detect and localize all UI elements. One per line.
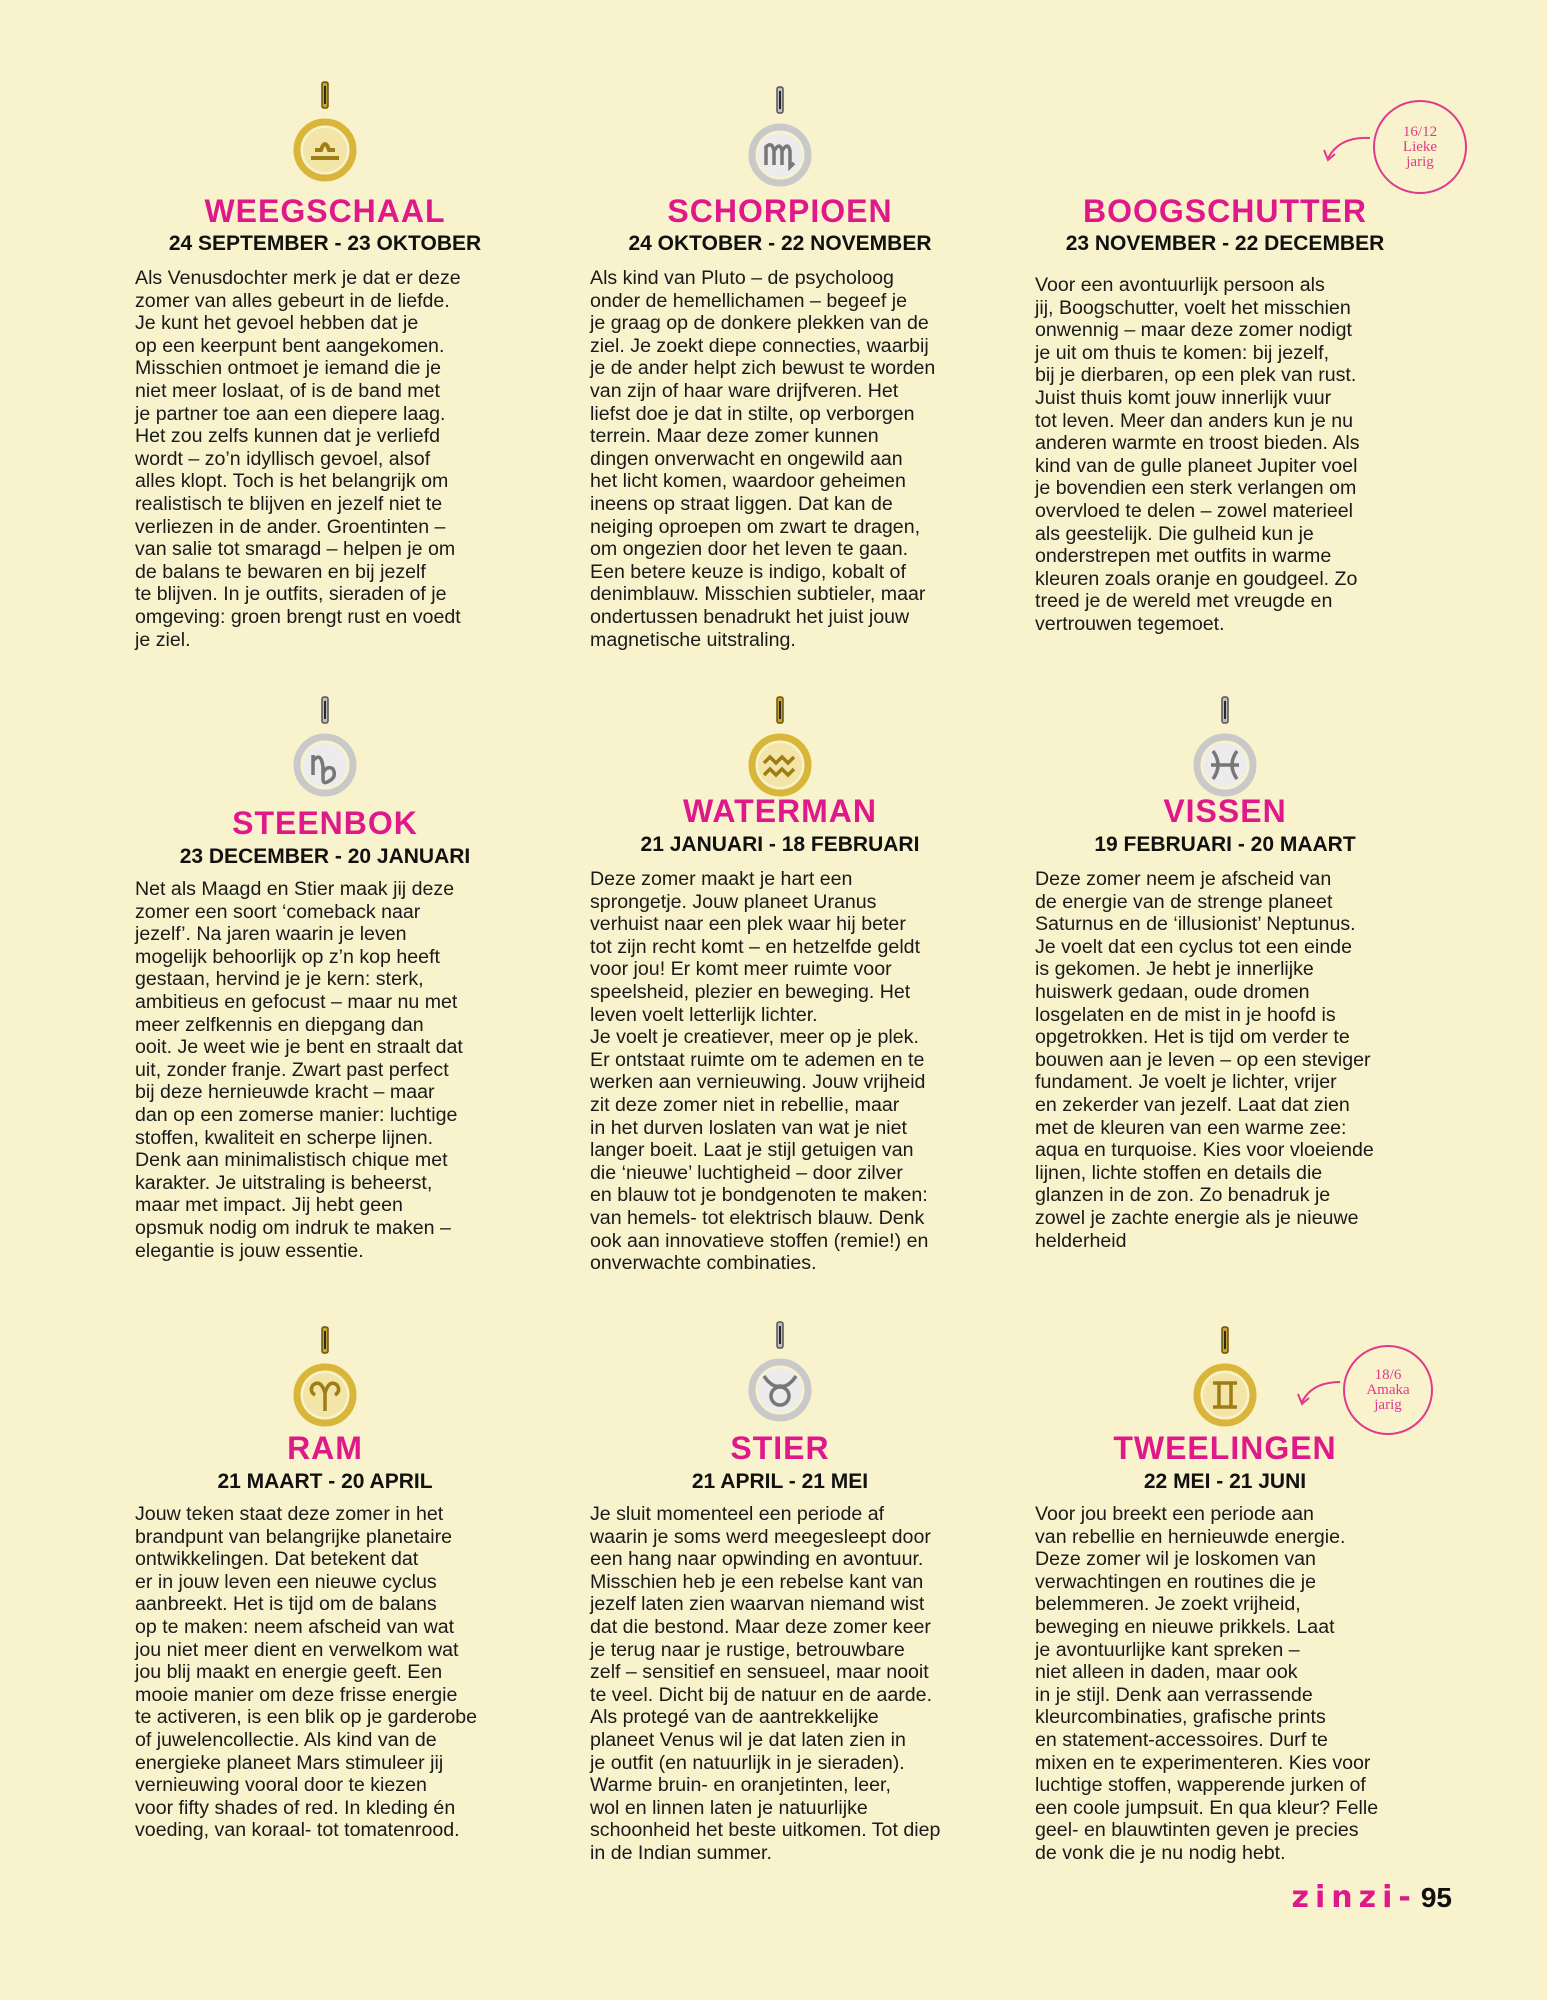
page-footer: [1292, 1880, 1452, 1915]
curved-arrow-icon: [1292, 1378, 1342, 1408]
aries-pendant-icon: [293, 1325, 357, 1435]
taurus-pendant-icon: [748, 1320, 812, 1430]
curved-arrow-icon: [1318, 132, 1372, 164]
sign-name: RAM: [287, 1430, 363, 1466]
sign-stier: [590, 1320, 970, 1864]
page-number: 95: [1420, 1882, 1452, 1913]
sign-text: Als kind van Pluto – de psycholoog onder de hemellichamen – begeef je je graag op de donkere plekken van de ziel. Je zoekt diepe connecties, waarbij je de ander helpt zich bewust te worden van zijn of haar ware drijfveren. Het liefst doe je dat in stilte, op verborgen terrein. Maar deze zomer kunnen dingen onverwacht en ongewild aan het licht komen, waardoor geheimen ineens op straat liggen. Dat kan de neiging oproepen om zwart te dragen, om ongezien door het leven te gaan. Een betere keuze is indigo, kobalt of denimblauw. Misschien subtieler, maar ondertussen benadrukt het juist jouw magnetische uitstraling.: [590, 267, 936, 651]
sign-dates: 21 APRIL - 21 MEI: [691, 1470, 869, 1493]
stamp-date: 16/12: [1402, 123, 1438, 140]
sign-name: TWEELINGEN: [1113, 1430, 1337, 1466]
stamp-label: jarig: [1374, 1396, 1402, 1413]
sign-dates: 23 DECEMBER - 20 JANUARI: [179, 845, 471, 868]
sign-waterman: [590, 695, 970, 1295]
sign-dates: 24 OKTOBER - 22 NOVEMBER: [628, 232, 932, 255]
sign-name: VISSEN: [1163, 793, 1287, 829]
sign-text: Voor jou breekt een periode aan van rebellie en hernieuwde energie. Deze zomer wil je loskomen van verwachtingen en routines die je belemmeren. Je zoekt vrijheid, beweging en nieuwe prikkels. Laat je avontuurlijke kant spreken – niet alleen in daden, maar ook in je stijl. Denk aan verrassende kleurcombinaties, grafische prints en statement-accessoires. Durf te mixen en te experimenteren. Kies voor luchtige stoffen, wapperende jurken of een coole jumpsuit. En qua kleur? Felle geel- en blauwtinten geven je precies de vonk die je nu nodig hebt.: [1035, 1503, 1379, 1864]
sign-dates: 23 NOVEMBER - 22 DECEMBER: [1065, 232, 1385, 255]
sign-schorpioen: [590, 80, 970, 660]
sign-vissen: [1035, 695, 1415, 1275]
sign-name: BOOGSCHUTTER: [1083, 193, 1367, 229]
sign-name: SCHORPIOEN: [667, 193, 893, 229]
birthday-stamp: [1343, 1345, 1433, 1435]
sign-dates: 19 FEBRUARI - 20 MAART: [1094, 833, 1356, 856]
gemini-pendant-icon: [1193, 1325, 1257, 1435]
sign-weegschaal: [135, 80, 515, 660]
stamp-date: 18/6: [1374, 1366, 1402, 1383]
sign-dates: 24 SEPTEMBER - 23 OKTOBER: [168, 232, 482, 255]
sign-text: Voor een avontuurlijk persoon als jij, Boogschutter, voelt het misschien onwennig – maar deze zomer nodigt je uit om thuis te komen: bij jezelf, bij je dierbaren, op een plek van rust. Juist thuis komt jouw innerlijk vuur tot leven. Meer dan anders kun je nu anderen warmte en troost bieden. Als kind van de gulle planeet Jupiter voel je bovendien een sterk verlangen om overvloed te delen – zowel materieel als geestelijk. Die gulheid kun je onderstrepen met outfits in warme kleuren zoals oranje en goudgeel. Zo treed je de wereld met vreugde en vertrouwen tegemoet.: [1035, 274, 1360, 635]
sign-ram: [135, 1325, 515, 1865]
sign-dates: 22 MEI - 21 JUNI: [1143, 1470, 1307, 1493]
pisces-pendant-icon: [1193, 695, 1257, 805]
sign-name: STIER: [730, 1430, 830, 1466]
sign-steenbok: [135, 695, 515, 1275]
stamp-label: jarig: [1406, 153, 1434, 170]
magazine-brand: zinzi-: [1291, 1880, 1417, 1915]
aquarius-pendant-icon: [748, 695, 812, 805]
sign-text: Je sluit momenteel een periode af waarin je soms werd meegesleept door een hang naar opwinding en avontuur. Misschien heb je een rebelse kant van jezelf laten zien waarvan niemand wist dat die bestond. Maar deze zomer keer je terug naar je rustige, betrouwbare zelf – sensitief en sensueel, maar nooit te veel. Dicht bij de natuur en de aarde. Als protegé van de aantrekkelijke planeet Venus wil je dat laten zien in je outfit (en natuurlijk in je sieraden). Warme bruin- en oranjetinten, leer, wol en linnen laten je natuurlijke schoonheid het beste uitkomen. Tot diep in de Indian summer.: [590, 1503, 941, 1864]
stamp-name: Amaka: [1366, 1381, 1410, 1398]
sign-name: WEEGSCHAAL: [204, 193, 446, 229]
sign-dates: 21 JANUARI - 18 FEBRUARI: [640, 833, 920, 856]
sign-text: Deze zomer neem je afscheid van de energie van de strenge planeet Saturnus en de ‘illusionist’ Neptunus. Je voelt dat een cyclus tot een einde is gekomen. Je hebt je innerlijke huiswerk gedaan, oude dromen losgelaten en de mist in je hoofd is opgetrokken. Het is tijd om verder te bouwen aan je leven – op een steviger fundament. Je voelt je lichter, vrijer en zekerder van jezelf. Laat dat zien met de kleuren van een warme zee: aqua en turquoise. Kies voor vloeiende lijnen, lichte stoffen en details die glanzen in de zon. Zo benadruk je zowel je zachte energie als je nieuwe helderheid: [1035, 868, 1374, 1252]
sign-text: Net als Maagd en Stier maak jij deze zomer een soort ‘comeback naar jezelf’. Na jaren waarin je leven mogelijk behoorlijk op z’n kop heeft gestaan, hervind je je kern: sterk, ambitieus en gefocust – maar nu met meer zelfkennis en diepgang dan ooit. Je weet wie je bent en straalt dat uit, zonder franje. Zwart past perfect bij deze hernieuwde kracht – maar dan op een zomerse manier: luchtige stoffen, kwaliteit en scherpe lijnen. Denk aan minimalistisch chique met karakter. Je uitstraling is beheerst, maar met impact. Jij hebt geen opsmuk nodig om indruk te maken – elegantie is jouw essentie.: [135, 878, 463, 1262]
sign-text: Jouw teken staat deze zomer in het brandpunt van belangrijke planetaire ontwikkelingen. Dat betekent dat er in jouw leven een nieuwe cyclus aanbreekt. Het is tijd om de balans op te maken: neem afscheid van wat jou niet meer dient en verwelkom wat jou blij maakt en energie geeft. Een mooie manier om deze frisse energie te activeren, is een blik op je garderobe of juwelencollectie. Als kind van de energieke planeet Mars stimuleer jij vernieuwing vooral door te kiezen voor fifty shades of red. In kleding én voeding, van koraal- tot tomatenrood.: [135, 1503, 478, 1842]
sign-text: Deze zomer maakt je hart een sprongetje. Jouw planeet Uranus verhuist naar een plek waar hij beter tot zijn recht komt – en hetzelfde geldt voor jou! Er komt meer ruimte voor speelsheid, plezier en beweging. Het leven voelt letterlijk lichter. Je voelt je creatiever, meer op je plek. Er ontstaat ruimte om te ademen en te werken aan vernieuwing. Jouw vrijheid zit deze zomer niet in rebellie, maar in het durven loslaten van wat je niet langer boeit. Laat je stijl getuigen van die ‘nieuwe’ luchtigheid – door zilver en blauw tot je bondgenoten te maken: van hemels- tot elektrisch blauw. Denk ook aan innovatieve stoffen (remie!) en onverwachte combinaties.: [590, 868, 929, 1275]
sign-dates: 21 MAART - 20 APRIL: [217, 1470, 433, 1493]
sign-boogschutter: [1035, 80, 1415, 660]
libra-pendant-icon: [293, 80, 357, 190]
birthday-stamp: [1373, 100, 1467, 194]
sign-name: WATERMAN: [682, 793, 878, 829]
sign-name: STEENBOK: [232, 805, 418, 841]
sign-text: Als Venusdochter merk je dat er deze zomer van alles gebeurt in de liefde. Je kunt het gevoel hebben dat je op een keerpunt bent aangekomen. Misschien ontmoet je iemand die je niet meer loslaat, of is de band met je partner toe aan een diepere laag. Het zou zelfs kunnen dat je verliefd wordt – zo’n idyllisch gevoel, alsof alles klopt. Toch is het belangrijk om realistisch te blijven en jezelf niet te verliezen in de ander. Groentinten – van salie tot smaragd – helpen je om de balans te bewaren en bij jezelf te blijven. In je outfits, sieraden of je omgeving: groen brengt rust en voedt je ziel.: [135, 267, 461, 651]
scorpio-pendant-icon: [748, 85, 812, 195]
stamp-name: Lieke: [1402, 138, 1438, 155]
capricorn-pendant-icon: [293, 695, 357, 805]
